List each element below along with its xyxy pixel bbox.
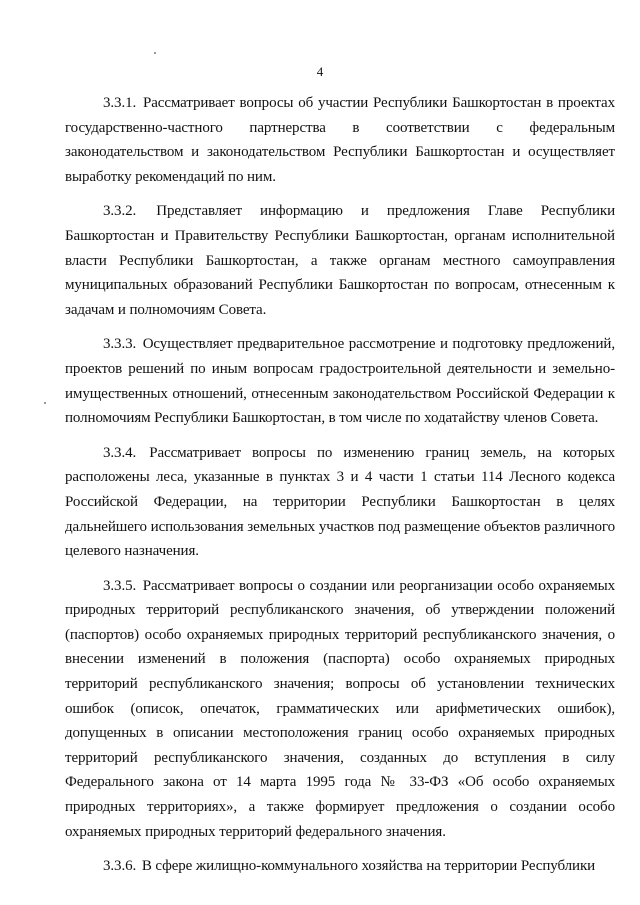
paragraph-number: 3.3.6. [103, 858, 137, 875]
paragraph-number: 3.3.5. [103, 577, 137, 594]
paragraph-3-3-3 [65, 332, 615, 430]
document-body [65, 91, 615, 879]
paragraph-3-3-1 [65, 91, 615, 189]
scan-speck [44, 402, 46, 404]
paragraph-text: В сфере жилищно-коммунального хозяйства на территории Республики [141, 858, 596, 875]
paragraph-3-3-4 [65, 441, 615, 564]
page-number: 4 [316, 64, 324, 79]
paragraph-text: Осуществляет предварительное рассмотрение и подготовку предложений, проектов решений по иным вопросам градостроительной деятельности и земельно-имущественных отношений, отнесенным законодательством Российской Федерации к полномочиям Республики Башкортостан, в том числе по ходатайству членов Совета. [65, 336, 615, 427]
paragraph-text: Рассматривает вопросы об участии Республики Башкортостан в проектах государственно-частного партнерства в соответствии с федеральным законодательством и законодательством Республики Башкортостан и осуществляет выработку рекомендаций по ним. [65, 95, 615, 185]
paragraph-number: 3.3.2. [103, 203, 137, 220]
paragraph-number: 3.3.1. [103, 95, 137, 111]
paragraph-number: 3.3.3. [103, 336, 137, 353]
paragraph-text: Представляет информацию и предложения Главе Республики Башкортостан и Правительству Республики Башкортостан, органам исполнительной власти Республики Башкортостан, а также органам местного самоуправления муниципальных образований Республики Башкортостан по вопросам, отнесенным к задачам и полномочиям Совета. [65, 203, 616, 318]
paragraph-number: 3.3.4. [103, 444, 137, 461]
paragraph-text: Рассматривает вопросы о создании или реорганизации особо охраняемых природных территорий республиканского значения, об утверждении положений (паспортов) особо охраняемых природных территорий республиканского значения, о внесении изменений в положения (паспорта) особо охраняемых природных территорий республиканского значения; вопросы об установлении технических ошибок (описок, опечаток, грамматических или арифметических ошибок), допущенных в описании местоположения границ особо охраняемых природных территорий республиканского значения, созданных до вступления в силу Федерального закона от 14 марта 1995 года № 33-ФЗ «Об особо охраняемых природных территориях», а также формирует предложения о создании особо охраняемых природных территорий федерального значения. [65, 577, 615, 840]
scan-speck [154, 52, 156, 54]
paragraph-3-3-6 [65, 854, 615, 879]
paragraph-3-3-2 [65, 199, 615, 322]
paragraph-text: Рассматривает вопросы по изменению границ земель, на которых расположены леса, указанные в пунктах 3 и 4 части 1 статьи 114 Лесного кодекса Российской Федерации, на территории Республики Башкортостан в целях дальнейшего использования земельных участков под размещение объектов различного целевого назначения. [65, 444, 615, 560]
paragraph-3-3-5 [65, 574, 615, 845]
